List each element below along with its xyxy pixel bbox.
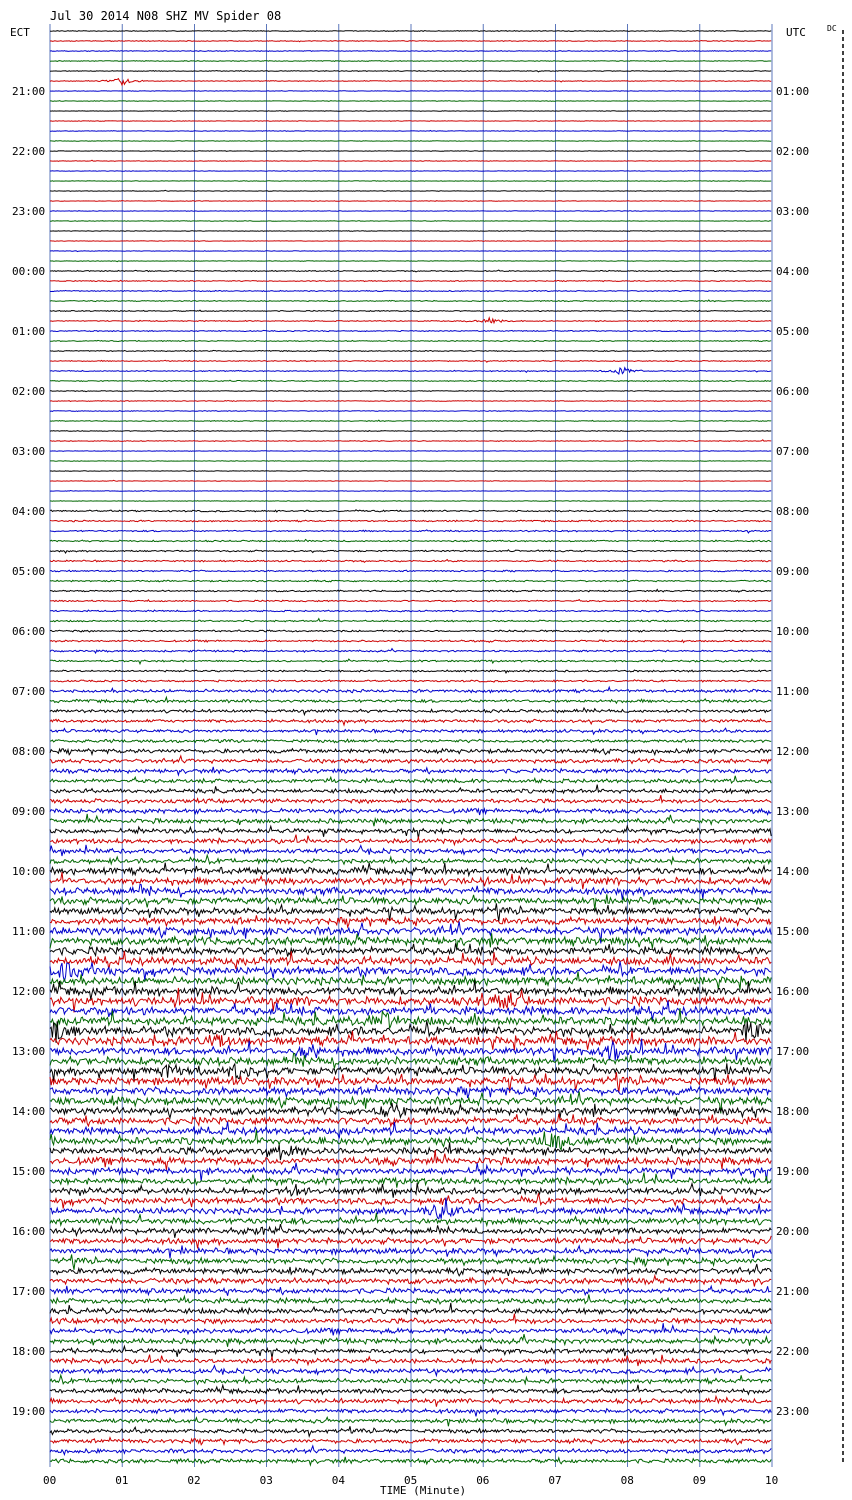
seismic-trace [50,391,771,392]
utc-hour-label: 21:00 [776,1285,810,1298]
utc-hour-label: 02:00 [776,145,810,158]
seismic-trace [50,231,771,232]
utc-hour-label: 03:00 [776,205,810,218]
local-hour-label: 04:00 [12,505,46,518]
local-hour-label: 14:00 [12,1105,46,1118]
seismic-trace [50,451,771,452]
utc-hour-label: 22:00 [776,1345,810,1358]
seismic-trace [50,151,771,152]
seismic-trace [50,431,771,432]
utc-hour-label: 23:00 [776,1405,810,1418]
seismic-trace [50,121,771,122]
local-hour-label: 03:00 [12,445,46,458]
minute-tick-label: 01 [115,1474,129,1487]
local-hour-label: 05:00 [12,565,46,578]
utc-hour-label: 15:00 [776,925,810,938]
seismic-trace [50,211,771,212]
minute-tick-label: 02 [187,1474,201,1487]
seismic-trace [50,461,771,462]
utc-hour-labels [776,85,809,1418]
minute-tick-label: 07 [548,1474,562,1487]
utc-hour-label: 19:00 [776,1165,810,1178]
local-hour-label: 09:00 [12,805,46,818]
dc-label: DC [827,24,837,33]
seismic-trace [50,420,771,421]
minute-tick-label: 09 [692,1474,707,1487]
seismic-trace [50,160,771,161]
utc-hour-label: 07:00 [776,445,810,458]
seismic-trace [50,340,771,341]
local-hour-label: 23:00 [12,205,46,218]
local-hour-label: 11:00 [12,925,46,938]
seismic-trace [50,31,771,32]
minute-tick-label: 10 [765,1474,779,1487]
local-hour-label: 02:00 [12,385,46,398]
x-axis-label: TIME (Minute) [380,1484,467,1497]
right-timezone-label: UTC [786,26,806,39]
utc-hour-label: 16:00 [776,985,810,998]
local-hour-label: 19:00 [12,1405,46,1418]
local-hour-label: 13:00 [12,1045,46,1058]
utc-hour-label: 18:00 [776,1105,810,1118]
local-hour-label: 10:00 [12,865,46,878]
minute-tick-label: 03 [259,1474,273,1487]
seismic-trace [50,471,771,472]
minute-tick-label: 05 [404,1474,418,1487]
seismic-trace [50,91,771,92]
local-hour-label: 00:00 [12,265,46,278]
seismic-trace [50,51,771,52]
minute-tick-label: 00 [43,1474,57,1487]
seismic-trace [50,101,771,102]
seismic-trace [50,181,771,182]
utc-hour-label: 14:00 [776,865,810,878]
local-hour-labels [12,85,45,1418]
local-hour-label: 06:00 [12,625,46,638]
seismic-trace [50,501,771,502]
local-hour-label: 16:00 [12,1225,46,1238]
utc-hour-label: 01:00 [776,85,810,98]
utc-hour-label: 11:00 [776,685,810,698]
seismic-trace [50,251,771,252]
seismic-trace [50,290,771,291]
minute-tick-label: 06 [476,1474,490,1487]
utc-hour-label: 17:00 [776,1045,810,1058]
seismic-trace [50,141,771,142]
seismic-trace [50,411,771,412]
utc-hour-label: 05:00 [776,325,810,338]
minute-tick-label: 08 [620,1474,634,1487]
local-hour-label: 18:00 [12,1345,46,1358]
seismic-trace [50,171,771,172]
local-hour-label: 01:00 [12,325,46,338]
local-hour-label: 21:00 [12,85,46,98]
local-hour-label: 07:00 [12,685,46,698]
utc-hour-label: 04:00 [776,265,810,278]
chart-title: Jul 30 2014 N08 SHZ MV Spider 08 [50,9,282,23]
local-hour-label: 17:00 [12,1285,46,1298]
seismic-trace [50,111,771,112]
utc-hour-label: 12:00 [776,745,810,758]
utc-hour-label: 06:00 [776,385,810,398]
seismic-trace [50,61,771,62]
seismic-trace [50,401,771,402]
seismic-trace [50,241,771,242]
local-hour-label: 22:00 [12,145,46,158]
seismic-trace [50,350,771,351]
utc-hour-label: 20:00 [776,1225,810,1238]
seismic-trace [50,280,771,281]
seismic-trace [50,221,771,222]
utc-hour-label: 09:00 [776,565,810,578]
left-timezone-label: ECT [10,26,30,39]
local-hour-label: 08:00 [12,745,46,758]
local-hour-label: 12:00 [12,985,46,998]
seismic-trace [50,131,771,132]
minute-tick-label: 04 [331,1474,346,1487]
local-hour-label: 15:00 [12,1165,46,1178]
utc-hour-label: 08:00 [776,505,810,518]
utc-hour-label: 10:00 [776,625,810,638]
utc-hour-label: 13:00 [776,805,810,818]
